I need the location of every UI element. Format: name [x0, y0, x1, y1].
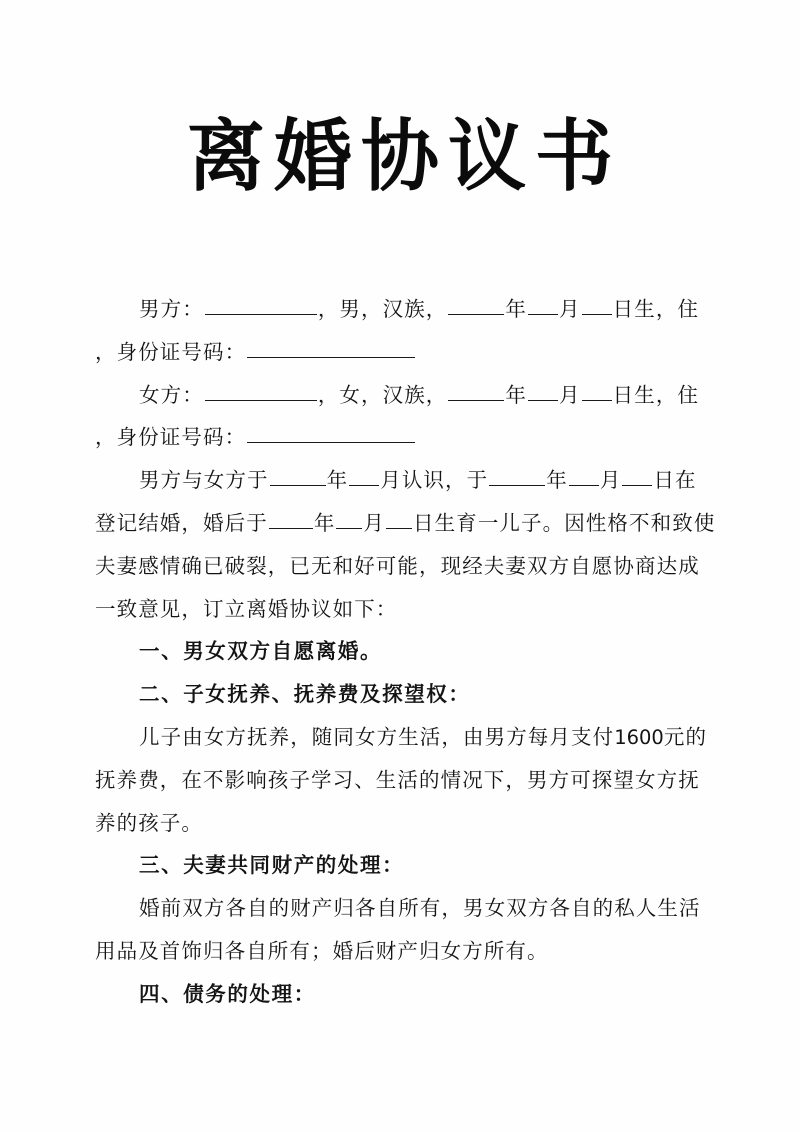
- fill-in-blank[interactable]: [269, 510, 313, 529]
- amount-value: 1600: [614, 725, 664, 749]
- text-run: 一致意见，订立离婚协议如下：: [95, 596, 398, 621]
- text-run: 儿子由女方抚养，随同女方生活，由男方每月支付: [139, 724, 615, 749]
- text-run: 日生，住: [612, 382, 700, 407]
- text-run: 年: [313, 510, 336, 535]
- text-run: 月认识，于: [380, 468, 489, 493]
- fill-in-blank[interactable]: [489, 467, 545, 486]
- fill-in-blank[interactable]: [622, 467, 652, 486]
- preamble-line-3: [95, 545, 707, 588]
- section-2-body-line-2: [95, 759, 707, 802]
- page-title: 离婚协议书: [186, 111, 622, 202]
- text-run: 三、夫妻共同财产的处理：: [139, 853, 405, 878]
- section-4-heading: [95, 973, 707, 1016]
- fill-in-blank[interactable]: [569, 467, 599, 486]
- text-run: ，男，汉族，: [317, 297, 448, 321]
- text-run: 日在: [653, 468, 697, 493]
- fill-in-blank[interactable]: [247, 339, 415, 358]
- text-run: ，身份证号码：: [95, 425, 247, 450]
- fill-in-blank[interactable]: [528, 296, 558, 315]
- fill-in-blank[interactable]: [528, 382, 558, 401]
- text-run: 日生育一儿子。因性格不和致使: [413, 510, 716, 535]
- fill-in-blank[interactable]: [349, 467, 379, 486]
- fill-in-blank[interactable]: [448, 382, 504, 401]
- fill-in-blank[interactable]: [582, 382, 612, 401]
- document-body: [95, 288, 716, 1016]
- text-run: 年: [505, 382, 528, 407]
- text-run: 养的孩子。: [95, 810, 203, 835]
- text-run: 二、子女抚养、抚养费及探望权：: [139, 682, 471, 707]
- text-run: 月: [599, 468, 622, 493]
- text-run: 男方与女方于: [139, 468, 269, 493]
- text-run: 夫妻感情确已破裂，已无和好可能，现经夫妻双方自愿协商达成: [95, 553, 700, 578]
- text-run: 男方：: [139, 297, 204, 321]
- fill-in-blank[interactable]: [448, 296, 504, 315]
- male-party-line-2: [95, 331, 707, 374]
- section-2-heading: [95, 673, 707, 716]
- fill-in-blank[interactable]: [336, 510, 362, 529]
- text-run: 元的: [663, 724, 708, 749]
- text-run: 年: [546, 468, 568, 493]
- section-3-body-line-2: [95, 930, 707, 973]
- male-party-line-1: [95, 288, 707, 331]
- section-3-body-line-1: [95, 887, 707, 930]
- fill-in-blank[interactable]: [270, 467, 326, 486]
- preamble-line-4: [95, 588, 707, 631]
- text-run: 女方：: [139, 382, 204, 407]
- text-run: 年: [505, 297, 528, 321]
- female-party-line-1: [95, 374, 707, 417]
- text-run: 婚前双方各自的财产归各自所有，男女双方各自的私人生活: [139, 896, 701, 921]
- text-run: 四、债务的处理：: [139, 981, 316, 1006]
- female-party-line-2: [95, 416, 707, 459]
- fill-in-blank[interactable]: [386, 510, 412, 529]
- text-run: 月: [363, 510, 386, 535]
- fill-in-blank[interactable]: [205, 382, 317, 401]
- text-run: ，女，汉族，: [317, 382, 448, 407]
- section-2-body-line-1: [95, 716, 707, 759]
- text-run: 日生，住: [612, 297, 700, 321]
- text-run: 月: [559, 382, 581, 407]
- fill-in-blank[interactable]: [247, 424, 415, 443]
- fill-in-blank[interactable]: [205, 296, 317, 315]
- preamble-line-1: [95, 459, 707, 502]
- preamble-line-2: [95, 502, 716, 545]
- section-3-heading: [95, 844, 707, 887]
- section-2-body-line-3: [95, 802, 707, 845]
- fill-in-blank[interactable]: [582, 296, 612, 315]
- text-run: 抚养费，在不影响孩子学习、生活的情况下，男方可探望女方抚: [95, 767, 700, 792]
- text-run: ，身份证号码：: [95, 339, 247, 364]
- text-run: 用品及首饰归各自所有；婚后财产归女方所有。: [95, 938, 549, 963]
- text-run: 一、男女双方自愿离婚。: [139, 639, 383, 664]
- text-run: 登记结婚，婚后于: [95, 510, 268, 535]
- section-1-heading: [95, 630, 707, 673]
- text-run: 年: [326, 468, 349, 493]
- text-run: 月: [559, 297, 581, 321]
